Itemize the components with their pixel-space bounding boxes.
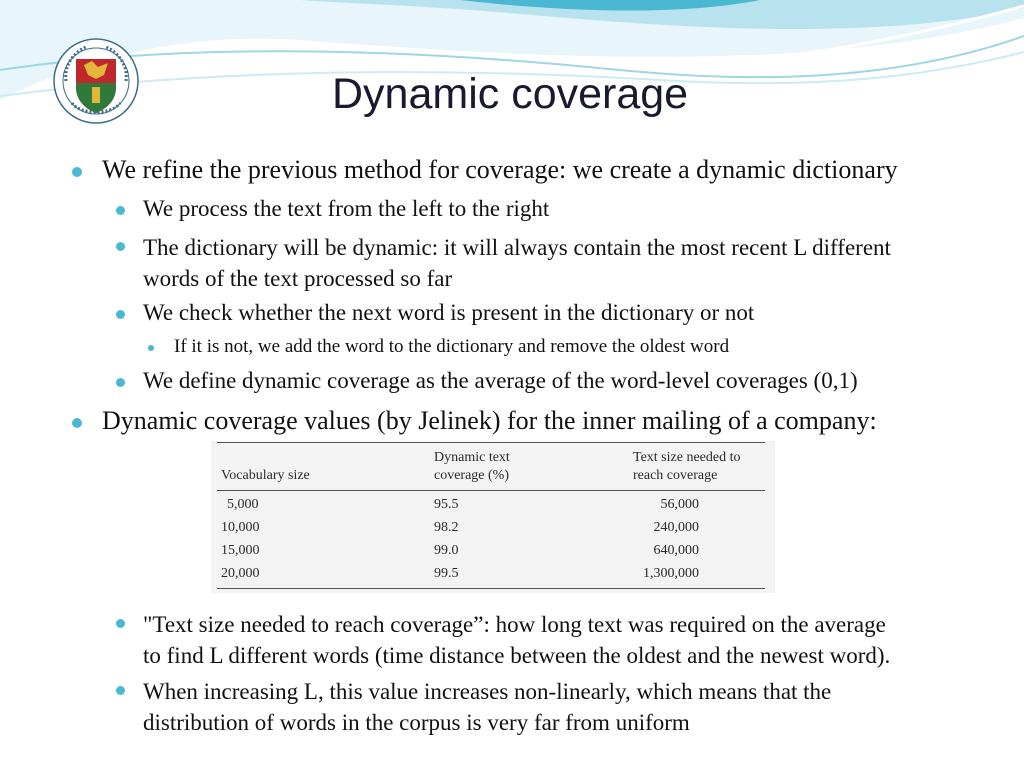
bullet-item bbox=[143, 609, 890, 671]
slide-title: Dynamic coverage bbox=[332, 70, 689, 118]
bullet-text-line: words of the text processed so far bbox=[143, 266, 453, 291]
cell-coverage: 95.5 bbox=[434, 497, 459, 512]
bullet-item bbox=[143, 368, 858, 394]
bullet-text: If it is not, we add the word to the dictionary and remove the oldest word bbox=[174, 336, 730, 357]
bullet-dot-icon bbox=[116, 378, 125, 387]
cell-coverage: 98.2 bbox=[434, 520, 459, 535]
bullet-dot-icon bbox=[116, 206, 125, 215]
header-text-size-line: reach coverage bbox=[633, 468, 718, 483]
bullet-text: Dynamic coverage values (by Jelinek) for the inner mailing of a company: bbox=[102, 406, 877, 435]
header-text-size bbox=[633, 449, 740, 485]
cell-vocab: 10,000 bbox=[221, 520, 260, 535]
bullet-item bbox=[102, 155, 898, 185]
header-vocabulary-size: Vocabulary size bbox=[221, 468, 310, 483]
bullet-text-line: distribution of words in the corpus is very far from uniform bbox=[143, 710, 690, 735]
bullet-item bbox=[143, 300, 754, 326]
cell-vocab: 15,000 bbox=[221, 543, 260, 558]
bullet-text: We refine the previous method for coverage: we create a dynamic dictionary bbox=[102, 155, 898, 184]
bullet-item bbox=[102, 406, 877, 436]
bullet-item bbox=[143, 232, 891, 294]
bullet-item bbox=[174, 336, 729, 358]
bullet-text: We check whether the next word is present in the dictionary or not bbox=[143, 300, 755, 325]
bullet-dot-icon bbox=[116, 242, 125, 251]
cell-vocab: 20,000 bbox=[221, 566, 260, 581]
bullet-text-line: to find L different words (time distance between the oldest and the newest word). bbox=[143, 643, 891, 668]
cell-coverage: 99.0 bbox=[434, 543, 459, 558]
cell-vocab: 5,000 bbox=[227, 497, 259, 512]
bullet-dot-icon bbox=[72, 418, 82, 428]
bullet-dot-icon bbox=[148, 345, 154, 351]
bullet-text-line: The dictionary will be dynamic: it will always contain the most recent L different bbox=[143, 235, 891, 260]
bullet-text-line: When increasing L, this value increases non-linearly, which means that the bbox=[143, 679, 832, 704]
university-seal-icon bbox=[52, 37, 140, 125]
bullet-item bbox=[143, 676, 831, 738]
table-rule bbox=[217, 442, 765, 443]
table-rule bbox=[217, 588, 765, 589]
cell-text-size: 240,000 bbox=[653, 520, 699, 535]
cell-text-size: 640,000 bbox=[653, 543, 699, 558]
bullet-text-line: "Text size needed to reach coverage”: how long text was required on the average bbox=[143, 612, 886, 637]
header-text-size-line: Text size needed to bbox=[633, 450, 741, 465]
cell-text-size: 1,300,000 bbox=[643, 566, 699, 581]
bullet-dot-icon bbox=[116, 310, 125, 319]
bullet-text: We define dynamic coverage as the average of the word-level coverages (0,1) bbox=[143, 368, 858, 393]
cell-text-size: 56,000 bbox=[660, 497, 699, 512]
header-coverage bbox=[434, 449, 510, 485]
table-rule bbox=[217, 490, 765, 491]
header-coverage-line: coverage (%) bbox=[434, 468, 510, 483]
coverage-table bbox=[211, 441, 775, 593]
bullet-dot-icon bbox=[116, 619, 125, 628]
header-coverage-line: Dynamic text bbox=[434, 450, 510, 465]
bullet-dot-icon bbox=[72, 167, 82, 177]
cell-coverage: 99.5 bbox=[434, 566, 459, 581]
bullet-item bbox=[143, 196, 549, 222]
bullet-dot-icon bbox=[116, 686, 125, 695]
bullet-text: We process the text from the left to the right bbox=[143, 196, 550, 221]
